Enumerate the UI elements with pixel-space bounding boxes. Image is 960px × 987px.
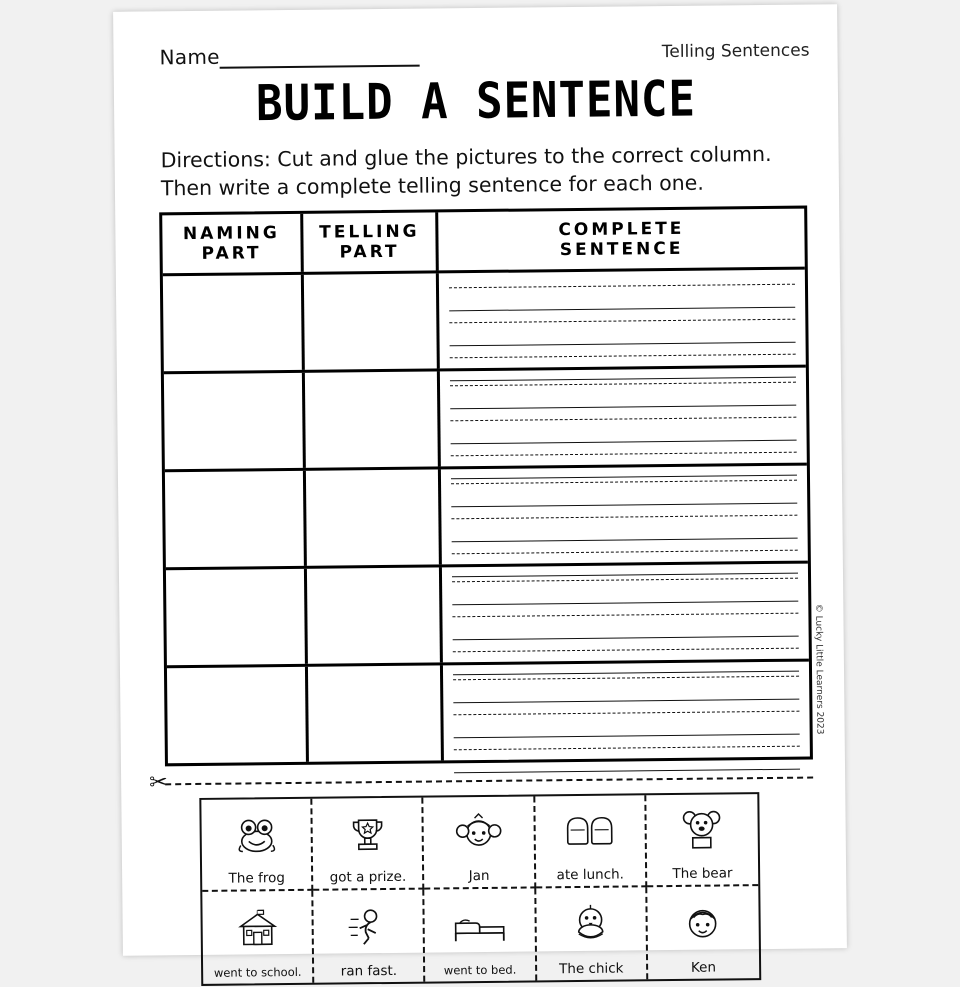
cut-out-card[interactable] <box>535 795 647 888</box>
telling-part-cell[interactable] <box>304 273 440 369</box>
cut-out-card[interactable] <box>425 888 537 981</box>
naming-part-cell[interactable] <box>167 667 309 763</box>
name-write-line[interactable] <box>220 65 420 69</box>
school-icon <box>202 891 312 966</box>
cut-out-label: The chick <box>559 960 624 978</box>
trophy-icon <box>313 798 423 871</box>
header-complete-sentence-line1: COMPLETE <box>558 218 685 241</box>
naming-part-cell[interactable] <box>164 373 306 469</box>
sandwich-icon <box>535 795 645 868</box>
directions <box>140 139 813 202</box>
boy-icon <box>647 886 759 961</box>
bed-icon <box>425 888 535 963</box>
complete-sentence-cell[interactable] <box>442 564 809 663</box>
sentence-table <box>159 206 813 767</box>
cut-out-label: went to bed. <box>443 962 517 978</box>
table-row <box>167 662 810 764</box>
name-label: Name <box>159 44 220 70</box>
cut-out-card[interactable] <box>313 890 425 983</box>
complete-sentence-cell[interactable] <box>439 270 806 369</box>
header-naming-part-line1: NAMING <box>182 223 280 245</box>
table-row <box>164 368 807 473</box>
header-telling-part <box>303 212 439 271</box>
complete-sentence-cell[interactable] <box>441 466 808 565</box>
header-naming-part-line2: PART <box>201 243 262 264</box>
table-header-row <box>162 209 805 277</box>
cut-out-card[interactable] <box>202 891 314 984</box>
header-complete-sentence <box>438 209 805 271</box>
naming-part-cell[interactable] <box>166 569 308 665</box>
cut-out-card[interactable] <box>536 887 648 980</box>
cut-out-label: went to school. <box>213 964 302 980</box>
header-complete-sentence-line2: SENTENCE <box>559 238 684 261</box>
worksheet-category-title: Telling Sentences <box>661 40 810 63</box>
complete-sentence-cell[interactable] <box>440 368 807 467</box>
cut-out-row-2 <box>202 886 759 984</box>
cut-out-card[interactable] <box>313 798 425 891</box>
cut-out-row-1 <box>201 794 758 892</box>
cut-out-label: Ken <box>690 959 717 976</box>
cut-out-label: The bear <box>672 865 733 883</box>
name-row <box>139 35 811 72</box>
page-title: BUILD A SENTENCE <box>255 70 697 133</box>
cut-out-card[interactable] <box>424 796 536 889</box>
telling-part-cell[interactable] <box>307 567 443 663</box>
bear-icon <box>646 794 758 867</box>
complete-sentence-cell[interactable] <box>443 662 810 761</box>
cut-out-card[interactable] <box>646 794 758 887</box>
table-row <box>163 270 806 375</box>
telling-part-cell[interactable] <box>305 371 441 467</box>
cut-out-card[interactable] <box>647 886 759 979</box>
frog-icon <box>201 799 311 872</box>
cut-out-label: got a prize. <box>329 868 407 886</box>
cut-out-card[interactable] <box>201 799 313 892</box>
header-naming-part <box>162 214 304 273</box>
header-telling-part-line1: TELLING <box>319 221 420 243</box>
directions-line-1: Directions: Cut and glue the pictures to the correct column. <box>160 141 772 173</box>
naming-part-cell[interactable] <box>165 471 307 567</box>
telling-part-cell[interactable] <box>308 665 444 761</box>
cut-out-label: Jan <box>468 867 490 885</box>
cut-line <box>165 777 813 786</box>
worksheet-page <box>113 4 847 980</box>
scissors-icon: ✂ <box>149 770 168 796</box>
cut-out-grid <box>199 792 761 986</box>
directions-line-2: Then write a complete telling sentence for each one. <box>160 170 704 201</box>
naming-part-cell[interactable] <box>163 275 305 371</box>
chick-icon <box>536 887 646 962</box>
telling-part-cell[interactable] <box>306 469 442 565</box>
copyright-notice: © Lucky Little Learners 2023 <box>813 603 825 735</box>
table-row <box>165 466 808 571</box>
cut-out-label: The frog <box>228 870 285 887</box>
header-telling-part-line2: PART <box>339 241 400 263</box>
cut-out-label: ran fast. <box>340 962 398 980</box>
cut-out-label: ate lunch. <box>556 866 625 884</box>
girl-icon <box>424 796 534 869</box>
running-boy-icon <box>313 890 423 965</box>
table-row <box>166 564 809 669</box>
